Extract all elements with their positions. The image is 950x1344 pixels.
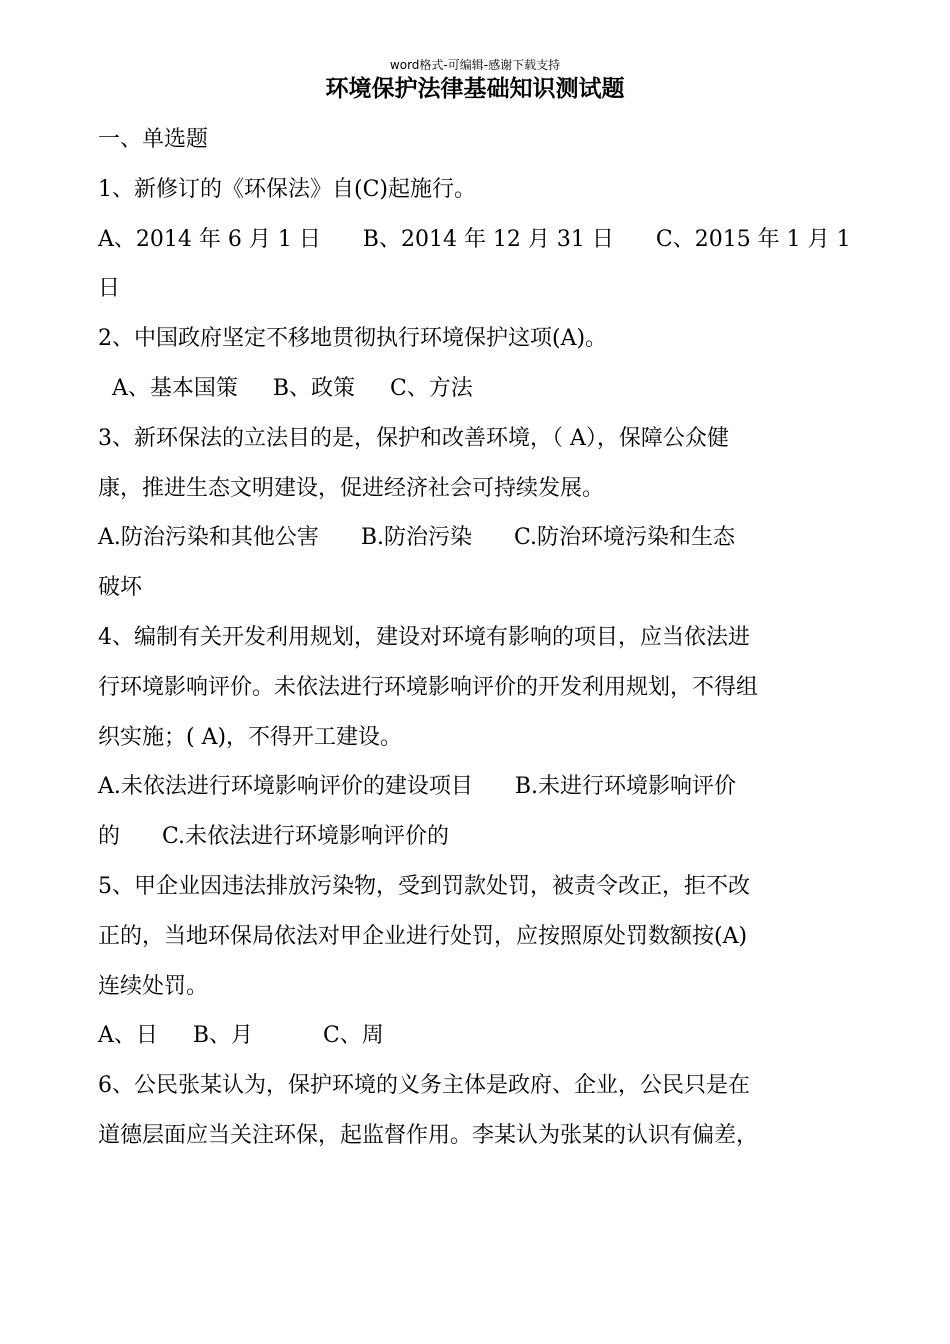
question-5-stem-end: 连续处罚。 bbox=[98, 973, 209, 999]
question-3-stem-cont: 康，推进生态文明建设，促进经济社会可持续发展。 bbox=[98, 475, 605, 501]
question-2-stem: 2、中国政府坚定不移地贯彻执行环境保护这项(A)。 bbox=[98, 326, 608, 352]
question-4-options-cont: 的 C.未依法进行环境影响评价的 bbox=[98, 824, 450, 850]
question-3-options: A.防治污染和其他公害 B.防治污染 C.防治环境污染和生态 bbox=[98, 525, 736, 551]
question-1-stem: 1、新修订的《环保法》自(C)起施行。 bbox=[98, 176, 476, 202]
question-5-stem-cont: 正的，当地环保局依法对甲企业进行处罚，应按照原处罚数额按(A) bbox=[98, 923, 748, 949]
question-3-stem: 3、新环保法的立法目的是，保护和改善环境，（ A），保障公众健 bbox=[98, 425, 729, 451]
question-4-stem-cont: 行环境影响评价。未依法进行环境影响评价的开发利用规划，不得组 bbox=[98, 674, 759, 700]
question-5-stem: 5、甲企业因违法排放污染物，受到罚款处罚，被责令改正，拒不改 bbox=[98, 873, 750, 899]
question-1-options: A、2014 年 6 月 1 日 B、2014 年 12 月 31 日 C、2015 年 1 月 1 bbox=[98, 226, 851, 252]
question-3-options-cont: 破坏 bbox=[98, 575, 143, 601]
document-body bbox=[98, 115, 858, 1161]
header-note: word格式-可编辑-感谢下载支持 bbox=[389, 58, 561, 72]
document-title: 环境保护法律基础知识测试题 bbox=[325, 76, 625, 102]
question-5-options: A、日 B、月 C、周 bbox=[98, 1023, 384, 1049]
section-heading: 一、单选题 bbox=[98, 127, 209, 152]
question-6-stem: 6、公民张某认为，保护环境的义务主体是政府、企业，公民只是在 bbox=[98, 1073, 750, 1099]
question-4-stem-end: 织实施；( A)，不得开工建设。 bbox=[98, 724, 403, 750]
question-4-options: A.未依法进行环境影响评价的建设项目 B.未进行环境影响评价 bbox=[98, 774, 737, 800]
question-1-options-cont: 日 bbox=[98, 276, 121, 302]
question-6-stem-cont: 道德层面应当关注环保，起监督作用。李某认为张某的认识有偏差， bbox=[98, 1122, 759, 1148]
question-4-stem: 4、编制有关开发利用规划，建设对环境有影响的项目，应当依法进 bbox=[98, 624, 750, 650]
question-2-options: A、基本国策 B、政策 C、方法 bbox=[98, 375, 473, 401]
